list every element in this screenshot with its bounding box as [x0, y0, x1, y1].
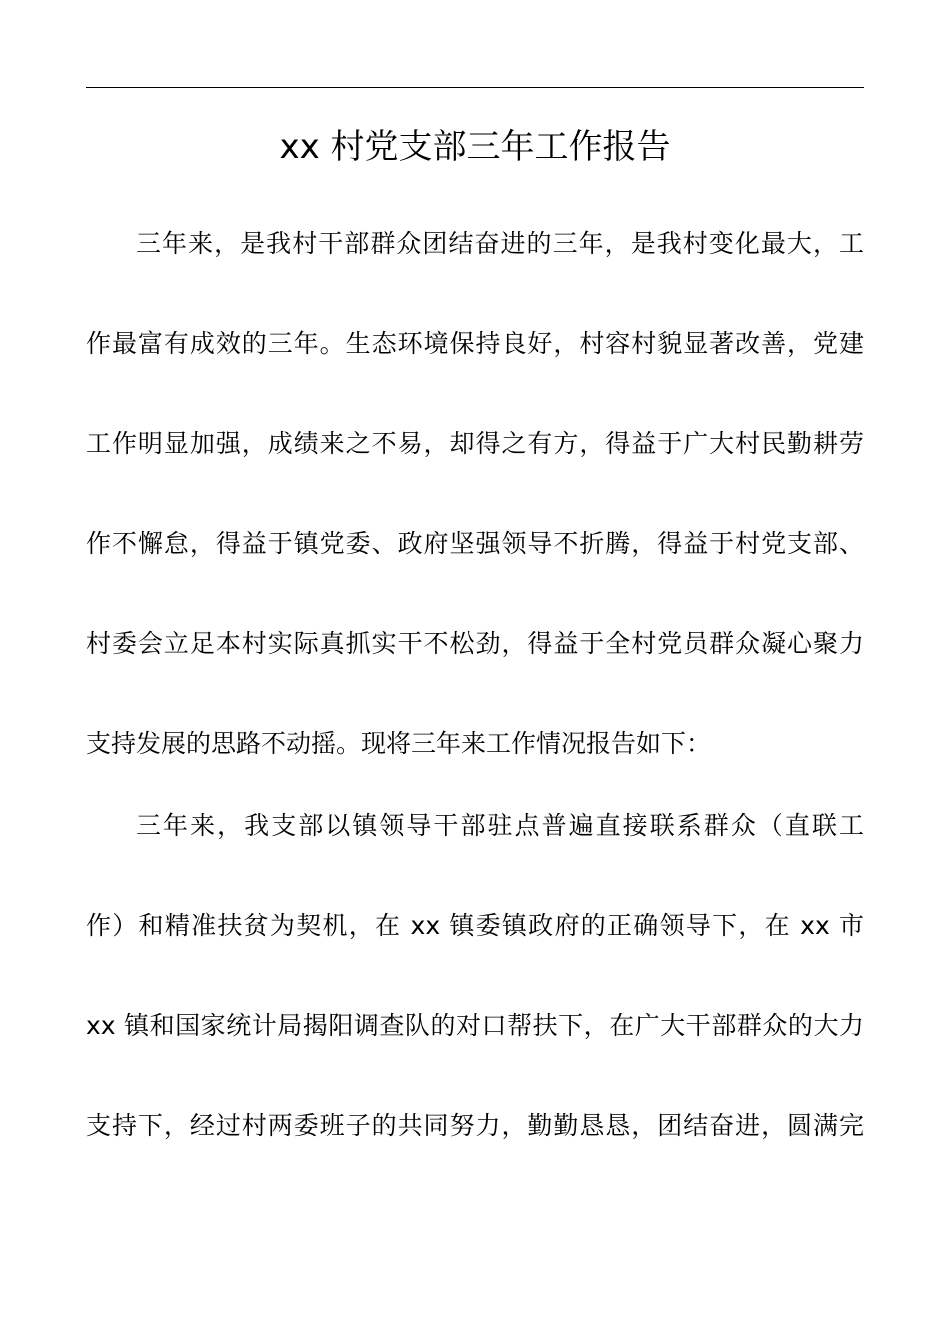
paragraph-line: 作不懈怠，得益于镇党委、政府坚强领导不折腾，得益于村党支部、 [86, 529, 864, 558]
paragraph-line: 作最富有成效的三年。生态环境保持良好，村容村貌显著改善，党建 [86, 329, 864, 358]
paragraph-line: 村委会立足本村实际真抓实干不松劲，得益于全村党员群众凝心聚力 [86, 629, 864, 658]
paragraph-line: xx 镇和国家统计局揭阳调查队的对口帮扶下，在广大干部群众的大力 [86, 1011, 864, 1040]
paragraph-1 [86, 194, 864, 794]
paragraph-line: 支持发展的思路不动摇。现将三年来工作情况报告如下： [86, 729, 712, 758]
document-title: xx 村党支部三年工作报告 [279, 127, 671, 167]
paragraph-line: 三年来，我支部以镇领导干部驻点普遍直接联系群众（直联工 [136, 811, 864, 840]
paragraph-line: 工作明显加强，成绩来之不易，却得之有方，得益于广大村民勤耕劳 [86, 429, 864, 458]
paragraph-line: 支持下，经过村两委班子的共同努力，勤勤恳恳，团结奋进，圆满完 [86, 1111, 864, 1140]
header-rule [86, 87, 864, 88]
paragraph-line: 作）和精准扶贫为契机，在 xx 镇委镇政府的正确领导下，在 xx 市 [86, 911, 864, 940]
paragraph-2 [86, 776, 864, 1176]
paragraph-line: 三年来，是我村干部群众团结奋进的三年，是我村变化最大，工 [136, 229, 864, 258]
